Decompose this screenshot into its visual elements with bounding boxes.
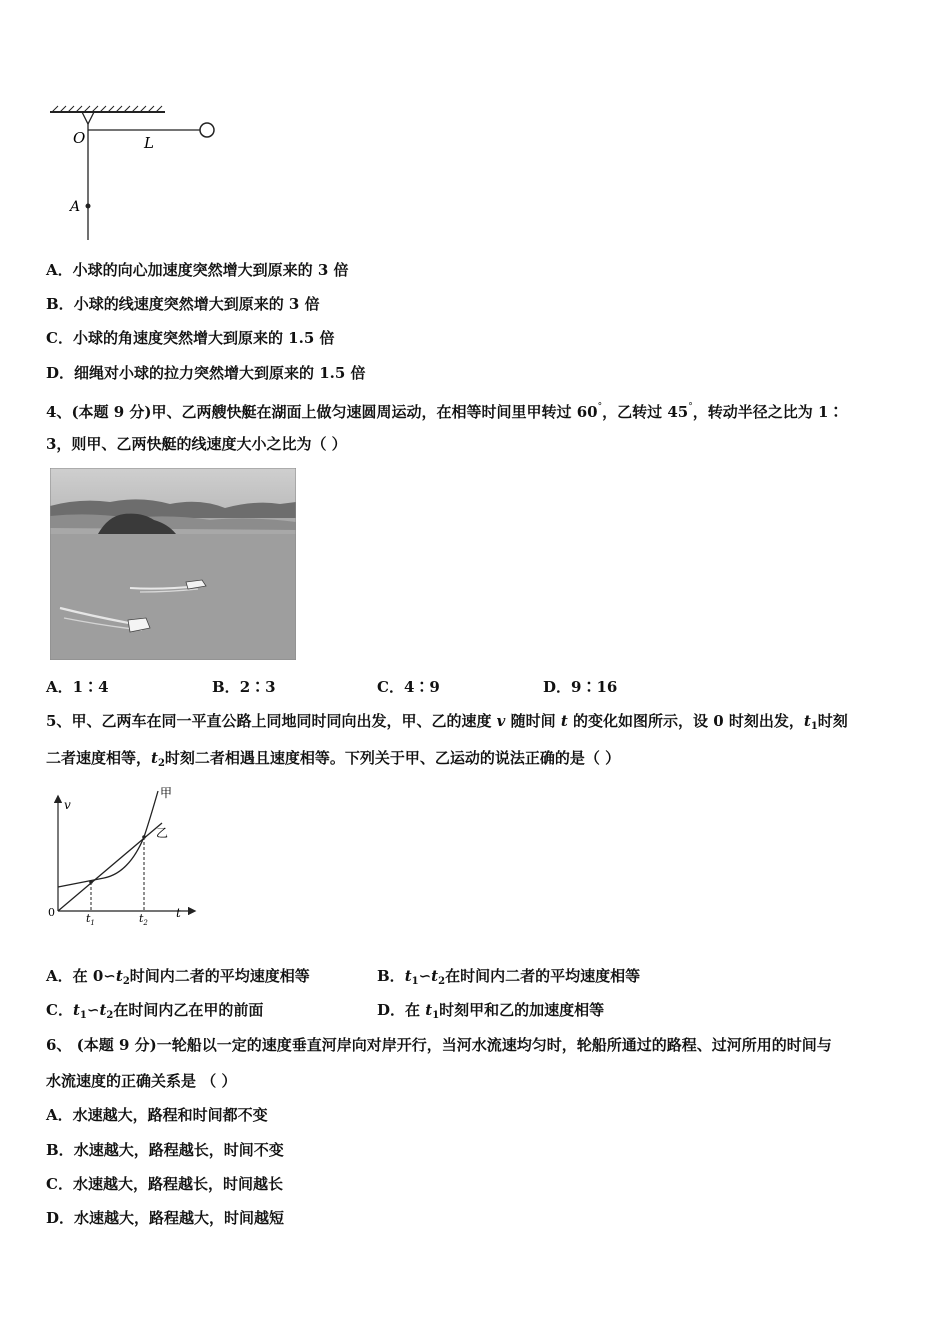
q5-option-d: D．在 $t_1$时刻甲和乙的加速度相等 bbox=[377, 1001, 605, 1021]
q6-option-c: C．水速越大，路程越长，时间越长 bbox=[46, 1175, 283, 1193]
axis-t-label: t bbox=[176, 906, 181, 920]
q5-stem-line2: 二者速度相等，$t_2$时刻二者相遇且速度相等。下列关于甲、乙运动的说法正确的是（ ） bbox=[46, 749, 621, 769]
q4-stem-line1: 4、(本题 9 分)甲、乙两艘快艇在湖面上做匀速圆周运动，在相等时间里甲转过 60°，乙转过 45°，转动半径之比为 1∶ bbox=[46, 402, 844, 421]
tick-t1: $t_1$ bbox=[86, 912, 95, 927]
label-l: L bbox=[144, 134, 154, 152]
q6-option-b: B．水速越大，路程越长，时间不变 bbox=[46, 1141, 284, 1159]
q5-stem-line1: 5、甲、乙两车在同一平直公路上同地同时同向出发，甲、乙的速度 v 随时间 t 的变化如图所示，设 0 时刻出发，$t_1$时刻 bbox=[46, 712, 848, 732]
q5-option-c: C．$t_1∽t_2$在时间内乙在甲的前面 bbox=[46, 1001, 264, 1021]
q3-option-a: A．小球的向心加速度突然增大到原来的 3 倍 bbox=[46, 261, 349, 279]
q6-stem-line1: 6、 (本题 9 分)一轮船以一定的速度垂直河岸向对岸开行，当河水流速均匀时，轮船所通过的路程、过河所用的时间与 bbox=[46, 1036, 832, 1054]
q4-option-b: B．2∶3 bbox=[212, 678, 276, 696]
q6-option-d: D．水速越大，路程越大，时间越短 bbox=[46, 1209, 285, 1227]
curve-yi-label: 乙 bbox=[156, 826, 169, 840]
label-o: O bbox=[73, 129, 86, 147]
tick-t2: $t_2$ bbox=[139, 912, 148, 927]
q4-option-d: D．9∶16 bbox=[543, 678, 618, 696]
q6-option-a: A．水速越大，路程和时间都不变 bbox=[46, 1106, 268, 1124]
pendulum-figure bbox=[40, 100, 230, 245]
q5-option-a: A．在 $0∽t_2$时间内二者的平均速度相等 bbox=[46, 967, 310, 987]
axis-v-label: v bbox=[64, 798, 71, 812]
curve-jia-label: 甲 bbox=[160, 786, 173, 800]
q4-option-a: A．1∶4 bbox=[46, 678, 109, 696]
q4-stem-line2: 3，则甲、乙两快艇的线速度大小之比为（ ） bbox=[46, 435, 347, 453]
speedboat-photo bbox=[50, 468, 296, 660]
velocity-time-graph bbox=[44, 785, 204, 930]
q3-option-d: D．细绳对小球的拉力突然增大到原来的 1.5 倍 bbox=[46, 364, 366, 382]
q5-option-b: B．$t_1∽t_2$在时间内二者的平均速度相等 bbox=[377, 967, 641, 987]
q3-option-b: B．小球的线速度突然增大到原来的 3 倍 bbox=[46, 295, 320, 313]
q6-stem-line2: 水流速度的正确关系是 （ ） bbox=[46, 1072, 237, 1090]
q3-option-c: C．小球的角速度突然增大到原来的 1.5 倍 bbox=[46, 329, 335, 347]
q4-option-c: C．4∶9 bbox=[377, 678, 440, 696]
label-a: A bbox=[70, 199, 81, 215]
origin-label: 0 bbox=[48, 906, 55, 919]
